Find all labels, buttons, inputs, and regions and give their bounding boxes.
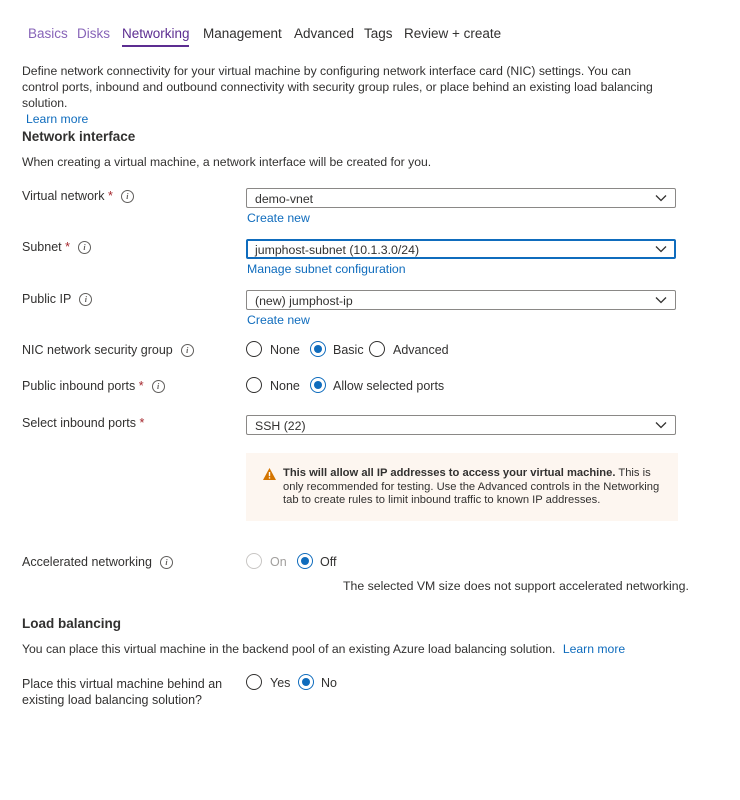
chevron-down-icon: [654, 243, 668, 255]
virtual-network-dropdown[interactable]: [246, 188, 676, 208]
tab-advanced[interactable]: Advanced: [294, 26, 355, 41]
nic-nsg-label: [22, 343, 194, 357]
warning-bold-text: This will allow all IP addresses to access your virtual machine.: [283, 467, 616, 479]
select-inbound-ports-label: [22, 416, 144, 430]
inbound-ports-radio-allow[interactable]: [310, 377, 326, 393]
chevron-down-icon: [654, 192, 668, 204]
info-icon[interactable]: i: [152, 380, 165, 393]
accelerated-radio-on: [246, 553, 262, 569]
nic-nsg-radio-basic[interactable]: [310, 341, 326, 357]
virtual-network-label: [22, 189, 134, 203]
inbound-ports-option-allow[interactable]: Allow selected ports: [333, 379, 445, 393]
info-icon[interactable]: i: [160, 556, 173, 569]
info-icon[interactable]: i: [78, 241, 91, 254]
warning-message-bar: [246, 453, 678, 521]
subnet-label: [22, 240, 91, 254]
public-ip-value: (new) jumphost-ip: [255, 294, 353, 308]
intro-learn-more-link[interactable]: Learn more: [26, 112, 89, 126]
warning-text: [283, 467, 663, 508]
network-interface-heading: Network interface: [22, 129, 136, 144]
required-asterisk: *: [139, 416, 145, 430]
public-ip-label-text: Public IP: [22, 292, 72, 306]
public-ip-create-new-link[interactable]: Create new: [247, 313, 310, 327]
manage-subnet-configuration-link[interactable]: Manage subnet configuration: [247, 262, 406, 276]
active-tab-indicator: [122, 45, 189, 47]
info-icon[interactable]: i: [181, 344, 194, 357]
tab-management[interactable]: Management: [203, 26, 282, 41]
tab-disks[interactable]: Disks: [77, 26, 110, 41]
accelerated-option-off[interactable]: Off: [320, 555, 337, 569]
nic-nsg-option-none[interactable]: None: [270, 343, 300, 357]
public-inbound-ports-label: [22, 379, 165, 393]
required-asterisk: *: [138, 379, 144, 393]
load-balancing-question-line2: existing load balancing solution?: [22, 693, 202, 707]
load-balancing-question-line1: Place this virtual machine behind an: [22, 677, 223, 691]
nic-nsg-label-text: NIC network security group: [22, 343, 173, 357]
warning-detail-text: This is only recommended for testing. Use the Advanced controls in the Networking tab to create rules to limit inbound traffic to known IP addresses.: [283, 467, 660, 506]
load-balancing-description-text: You can place this virtual machine in the backend pool of an existing Azure load balancing solution.: [22, 642, 556, 656]
nic-nsg-radio-advanced[interactable]: [369, 341, 385, 357]
load-balancing-question-label: [22, 676, 222, 708]
load-balancing-option-yes[interactable]: Yes: [270, 676, 291, 690]
public-inbound-ports-label-text: Public inbound ports: [22, 379, 136, 393]
virtual-network-label-text: Virtual network: [22, 189, 105, 203]
load-balancing-learn-more-link[interactable]: Learn more: [562, 642, 626, 656]
accelerated-networking-label-text: Accelerated networking: [22, 555, 152, 569]
accelerated-option-on: On: [270, 555, 287, 569]
accelerated-radio-off[interactable]: [297, 553, 313, 569]
required-asterisk: *: [65, 240, 70, 254]
chevron-down-icon: [654, 419, 668, 431]
tab-tags[interactable]: Tags: [364, 26, 393, 41]
virtual-network-value: demo-vnet: [255, 192, 314, 206]
nic-nsg-radio-none[interactable]: [246, 341, 262, 357]
tab-review-create[interactable]: Review + create: [404, 26, 502, 41]
accelerated-networking-label: [22, 555, 173, 569]
info-icon[interactable]: i: [121, 190, 134, 203]
subnet-dropdown[interactable]: [246, 239, 676, 259]
inbound-ports-radio-none[interactable]: [246, 377, 262, 393]
load-balancing-description: [22, 642, 625, 656]
select-inbound-ports-label-text: Select inbound ports: [22, 416, 136, 430]
intro-description: [22, 63, 662, 127]
accelerated-networking-note: The selected VM size does not support accelerated networking.: [343, 579, 689, 593]
tab-networking[interactable]: Networking: [122, 26, 190, 41]
tab-basics[interactable]: Basics: [28, 26, 68, 41]
network-interface-description: When creating a virtual machine, a network interface will be created for you.: [22, 155, 432, 169]
virtual-network-create-new-link[interactable]: Create new: [247, 211, 310, 225]
subnet-value: jumphost-subnet (10.1.3.0/24): [255, 243, 420, 257]
load-balancing-option-no[interactable]: No: [321, 676, 337, 690]
load-balancing-heading: Load balancing: [22, 616, 122, 631]
nic-nsg-option-basic[interactable]: Basic: [333, 343, 364, 357]
info-icon[interactable]: i: [79, 293, 92, 306]
intro-text: Define network connectivity for your virtual machine by configuring network interface card (NIC) settings. You can control ports, inbound and outbound connectivity with security group rules, or place behind an existing load balancing solution.: [22, 64, 653, 110]
nic-nsg-option-advanced[interactable]: Advanced: [393, 343, 449, 357]
chevron-down-icon: [654, 294, 668, 306]
select-inbound-ports-value: SSH (22): [255, 419, 306, 433]
load-balancing-radio-yes[interactable]: [246, 674, 262, 690]
subnet-label-text: Subnet: [22, 240, 62, 254]
select-inbound-ports-dropdown[interactable]: [246, 415, 676, 435]
load-balancing-radio-no[interactable]: [298, 674, 314, 690]
inbound-ports-option-none[interactable]: None: [270, 379, 300, 393]
public-ip-label: [22, 292, 92, 306]
required-asterisk: *: [107, 189, 113, 203]
warning-icon: [262, 467, 277, 481]
public-ip-dropdown[interactable]: [246, 290, 676, 310]
